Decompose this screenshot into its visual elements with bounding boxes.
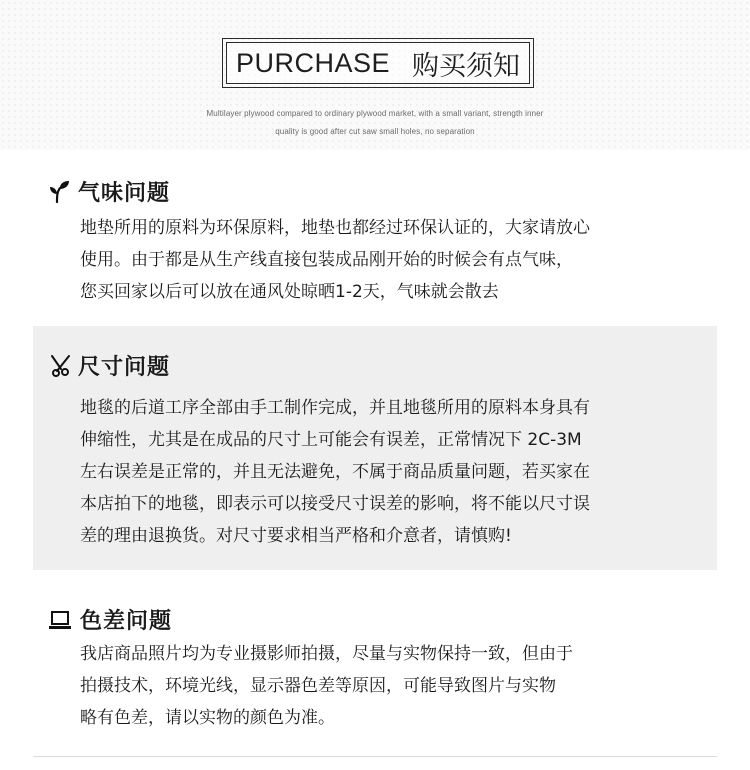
section-odor-title: 气味问题	[78, 181, 171, 206]
body-line: 地毯的后道工序全部由手工制作完成，并且地毯所用的原料本身具有	[80, 398, 590, 418]
scissors-icon	[48, 354, 72, 378]
section-size-title: 尺寸问题	[78, 355, 171, 380]
subtitle-line-2: quality is good after cut saw small holes, no separation	[275, 127, 475, 136]
body-line: 您买回家以后可以放在通风处晾晒1-2天，气味就会散去	[80, 282, 499, 302]
section-odor	[0, 160, 750, 320]
section-odor-body	[80, 212, 700, 308]
section-color-body	[80, 638, 700, 734]
section-size-header	[48, 350, 170, 381]
title-english: PURCHASE	[235, 47, 391, 78]
body-line: 左右误差是正常的，并且无法避免，不属于商品质量问题，若买家在	[80, 462, 590, 482]
title-chinese: 购买须知	[412, 50, 521, 82]
section-size	[33, 326, 717, 570]
body-line: 本店拍下的地毯，即表示可以接受尺寸误差的影响，将不能以尺寸误	[80, 494, 590, 514]
body-line: 差的理由退换货。对尺寸要求相当严格和介意者，请慎购!	[80, 526, 512, 546]
body-line: 我店商品照片均为专业摄影师拍摄，尽量与实物保持一致，但由于	[80, 644, 573, 664]
section-color	[0, 590, 750, 750]
section-size-body	[80, 392, 700, 552]
header-band	[0, 0, 750, 150]
body-line: 略有色差，请以实物的颜色为准。	[80, 708, 335, 728]
body-line: 伸缩性，尤其是在成品的尺寸上可能会有误差，正常情况下 2C-3M	[80, 430, 582, 450]
bottom-divider	[33, 756, 717, 757]
title-frame-inner	[226, 42, 530, 84]
section-color-title: 色差问题	[80, 609, 173, 634]
section-color-header	[46, 604, 172, 635]
sprout-icon	[48, 180, 72, 204]
body-line: 地垫所用的原料为环保原料，地垫也都经过环保认证的，大家请放心	[80, 218, 590, 238]
section-odor-header	[48, 176, 170, 207]
body-line: 使用。由于都是从生产线直接包装成品刚开始的时候会有点气味，	[80, 250, 573, 270]
title-frame	[222, 38, 534, 88]
laptop-icon	[46, 608, 74, 632]
subtitle-line-1: Multilayer plywood compared to ordinary plywood market, with a small variant, strength inner	[206, 109, 544, 118]
body-line: 拍摄技术，环境光线，显示器色差等原因，可能导致图片与实物	[80, 676, 556, 696]
